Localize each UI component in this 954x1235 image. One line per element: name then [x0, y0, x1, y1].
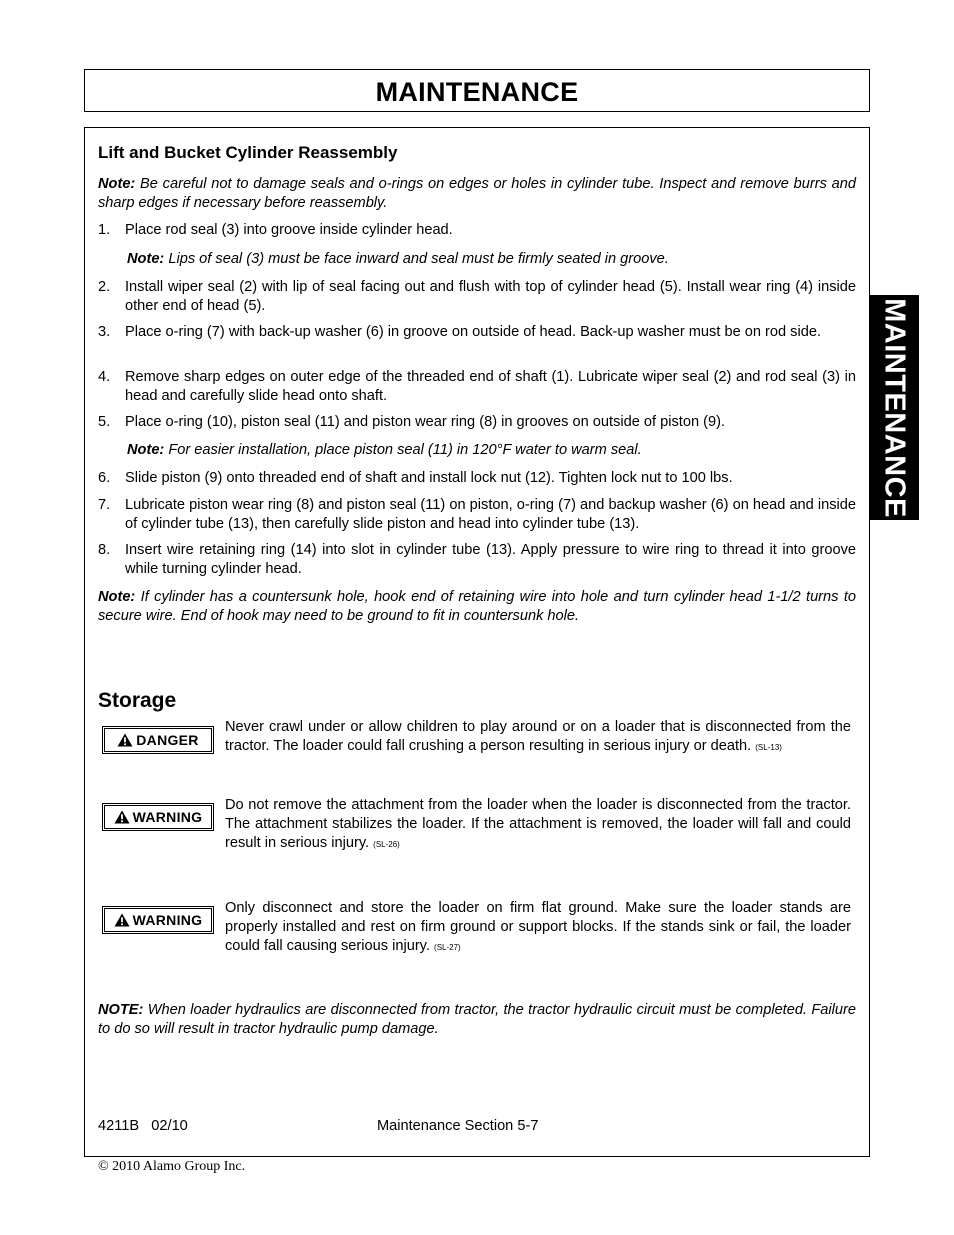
danger-sign-label: DANGER	[136, 732, 199, 748]
copyright: © 2010 Alamo Group Inc.	[98, 1159, 246, 1174]
note-countersunk: Note: If cylinder has a countersunk hole, hook end of retaining wire into hole and turn cylinder head 1-1/2 turns to secure wire. End of hook may need to be ground to fit in countersunk hole.	[98, 589, 856, 624]
section-heading: Lift and Bucket Cylinder Reassembly	[98, 143, 398, 162]
step-number: 6.	[98, 470, 111, 486]
step-number: 8.	[98, 542, 111, 558]
step-number: 5.	[98, 414, 111, 430]
step-number: 4.	[98, 369, 111, 385]
step-number: 7.	[98, 497, 111, 513]
doc-id: 4211B 02/10	[98, 1118, 188, 1134]
page-header	[84, 69, 870, 112]
alert-triangle-icon	[117, 733, 133, 747]
note-intro: Note: Be careful not to damage seals and o-rings on edges or holes in cylinder tube. Inspect and remove burrs and sharp edges if necessary before reassembly.	[98, 176, 856, 211]
warning-sign-label: WARNING	[132, 912, 203, 928]
step-text: Place o-ring (7) with back-up washer (6) in groove on outside of head. Back-up washer must be on rod side.	[125, 324, 821, 340]
step-text: Slide piston (9) onto threaded end of shaft and install lock nut (12). Tighten lock nut to 100 lbs.	[125, 470, 733, 486]
section-side-tab	[869, 295, 919, 520]
warning-sign	[102, 803, 214, 831]
storage-heading: Storage	[98, 689, 177, 712]
warning-text: Do not remove the attachment from the loader when the loader is disconnected from the tractor. The attachment stabilizes the loader. If the attachment is removed, the loader will fall and could result in serious injury. (SL-26)	[225, 797, 851, 851]
warning-text: Only disconnect and store the loader on firm flat ground. Make sure the loader stands are properly installed and rest on firm ground or support blocks. If the stands sink or fail, the loader could fall causing serious injury. (SL-27)	[225, 900, 851, 954]
note-hydraulics: NOTE: When loader hydraulics are disconnected from tractor, the tractor hydraulic circuit must be completed. Failure to do so will result in tractor hydraulic pump damage.	[98, 1002, 856, 1037]
step-text: Remove sharp edges on outer edge of the threaded end of shaft (1). Lubricate wiper seal (2) and rod seal (3) in head and carefully slide head onto shaft.	[125, 369, 856, 404]
danger-sign	[102, 726, 214, 754]
section-page-number: Maintenance Section 5-7	[377, 1118, 539, 1134]
step-number: 1.	[98, 222, 111, 238]
step-text: Install wiper seal (2) with lip of seal facing out and flush with top of cylinder head (5). Install wear ring (4) inside other end of head (5).	[125, 279, 856, 314]
danger-text: Never crawl under or allow children to play around or on a loader that is disconnected from the tractor. The loader could fall crushing a person resulting in serious injury or death. (SL-13)	[225, 719, 851, 754]
step-text: Lubricate piston wear ring (8) and piston seal (11) on piston, o-ring (7) and backup washer (6) on head and inside of cylinder tube (13), then carefully slide piston and head into cylinder tube (13).	[125, 497, 856, 532]
page-title: MAINTENANCE	[375, 77, 579, 107]
step-note: Note: Lips of seal (3) must be face inward and seal must be firmly seated in groove.	[127, 251, 669, 267]
alert-triangle-icon	[114, 810, 130, 824]
step-text: Place o-ring (10), piston seal (11) and piston wear ring (8) in grooves on outside of piston (9).	[125, 414, 726, 430]
safety-code: (SL-27)	[434, 943, 461, 952]
safety-code: (SL-26)	[373, 840, 400, 849]
step-number: 3.	[98, 324, 111, 340]
step-number: 2.	[98, 279, 111, 295]
step-text: Place rod seal (3) into groove inside cylinder head.	[125, 222, 453, 238]
side-tab-label: MAINTENANCE	[878, 297, 911, 518]
alert-triangle-icon	[114, 913, 130, 927]
step-text: Insert wire retaining ring (14) into slot in cylinder tube (13). Apply pressure to wire ring to thread it into groove while turning cylinder head.	[125, 542, 856, 577]
warning-sign-label: WARNING	[132, 809, 203, 825]
warning-sign	[102, 906, 214, 934]
step-note: Note: For easier installation, place piston seal (11) in 120°F water to warm seal.	[127, 442, 642, 458]
safety-code: (SL-13)	[755, 743, 782, 752]
